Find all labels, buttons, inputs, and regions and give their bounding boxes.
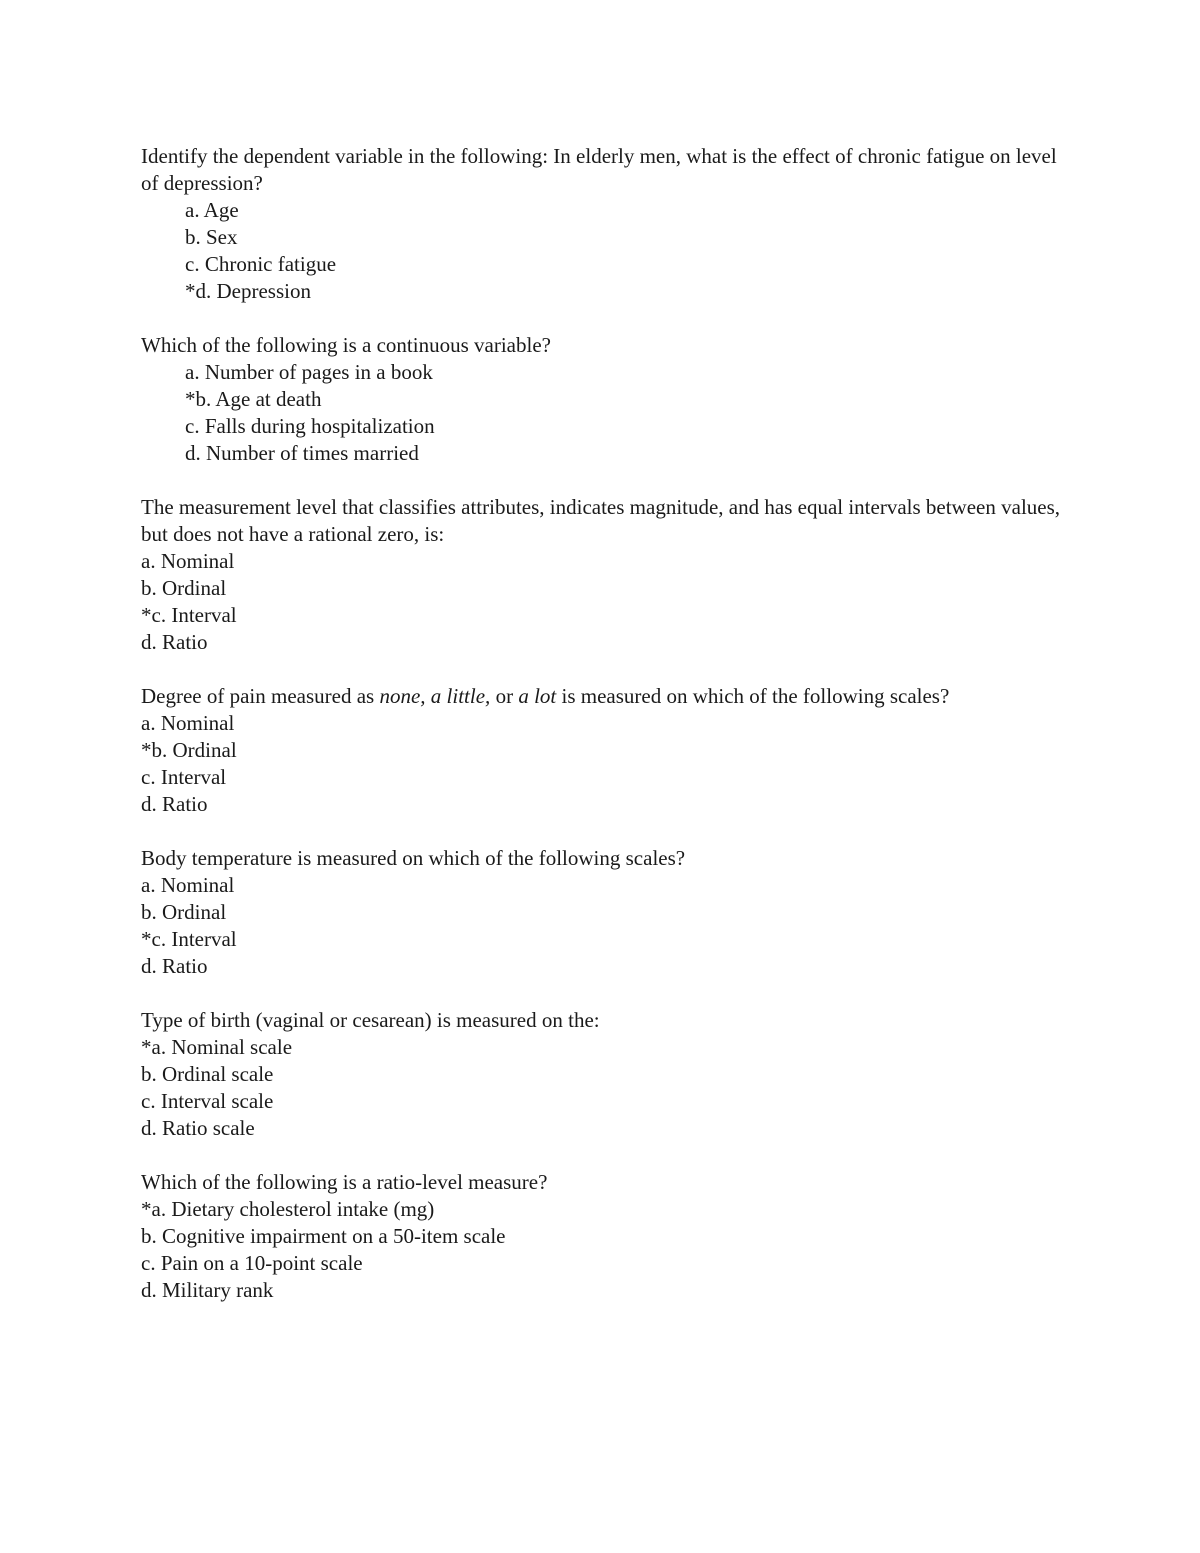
option-list (141, 1034, 1061, 1142)
question-stem: Body temperature is measured on which of the following scales? (141, 846, 686, 870)
option-d: d. Ratio (141, 792, 208, 816)
question-stem: Type of birth (vaginal or cesarean) is measured on the: (141, 1008, 600, 1032)
question-stem: Which of the following is a ratio-level measure? (141, 1170, 548, 1194)
option-list (141, 197, 1061, 305)
option-d: d. Ratio (141, 630, 208, 654)
option-c: c. Falls during hospitalization (185, 414, 435, 438)
option-list (141, 1196, 1061, 1304)
question-stem: Identify the dependent variable in the following: In elderly men, what is the effect of chronic fatigue on level of depression? (141, 144, 1057, 195)
option-d: *d. Depression (185, 279, 311, 303)
stem-text: or (490, 684, 519, 708)
option-c: c. Interval (141, 765, 227, 789)
option-b: b. Cognitive impairment on a 50-item scale (141, 1224, 506, 1248)
option-d: d. Military rank (141, 1278, 274, 1302)
option-d: d. Ratio (141, 954, 208, 978)
question-6 (141, 1007, 1061, 1142)
question-2 (141, 332, 1061, 467)
option-list (141, 872, 1061, 980)
question-list (141, 143, 1061, 1331)
question-4 (141, 683, 1061, 818)
option-a: a. Nominal (141, 873, 235, 897)
option-c: c. Pain on a 10-point scale (141, 1251, 363, 1275)
stem-italic: none, a little, (379, 684, 491, 708)
question-stem: Which of the following is a continuous variable? (141, 333, 551, 357)
option-b: b. Ordinal (141, 900, 227, 924)
stem-text: Degree of pain measured as (141, 684, 380, 708)
option-b: *b. Age at death (185, 387, 322, 411)
question-stem (141, 683, 1061, 710)
option-a: a. Number of pages in a book (185, 360, 433, 384)
question-1 (141, 143, 1061, 305)
option-b: b. Ordinal scale (141, 1062, 274, 1086)
option-c: c. Chronic fatigue (185, 252, 337, 276)
stem-italic: a lot (518, 684, 557, 708)
option-d: d. Number of times married (185, 441, 419, 465)
option-list (141, 710, 1061, 818)
option-c: *c. Interval (141, 603, 237, 627)
question-5 (141, 845, 1061, 980)
question-stem: The measurement level that classifies attributes, indicates magnitude, and has equal intervals between values, but does not have a rational zero, is: (141, 495, 1061, 546)
option-list (141, 548, 1061, 656)
option-list (141, 359, 1061, 467)
option-c: *c. Interval (141, 927, 237, 951)
option-a: *a. Nominal scale (141, 1035, 293, 1059)
stem-text: is measured on which of the following scales? (556, 684, 950, 708)
option-a: a. Nominal (141, 711, 235, 735)
question-7 (141, 1169, 1061, 1304)
option-a: a. Nominal (141, 549, 235, 573)
option-b: b. Sex (185, 225, 238, 249)
option-b: *b. Ordinal (141, 738, 237, 762)
option-a: *a. Dietary cholesterol intake (mg) (141, 1197, 435, 1221)
question-3 (141, 494, 1061, 656)
option-b: b. Ordinal (141, 576, 227, 600)
option-d: d. Ratio scale (141, 1116, 255, 1140)
option-c: c. Interval scale (141, 1089, 274, 1113)
option-a: a. Age (185, 198, 239, 222)
